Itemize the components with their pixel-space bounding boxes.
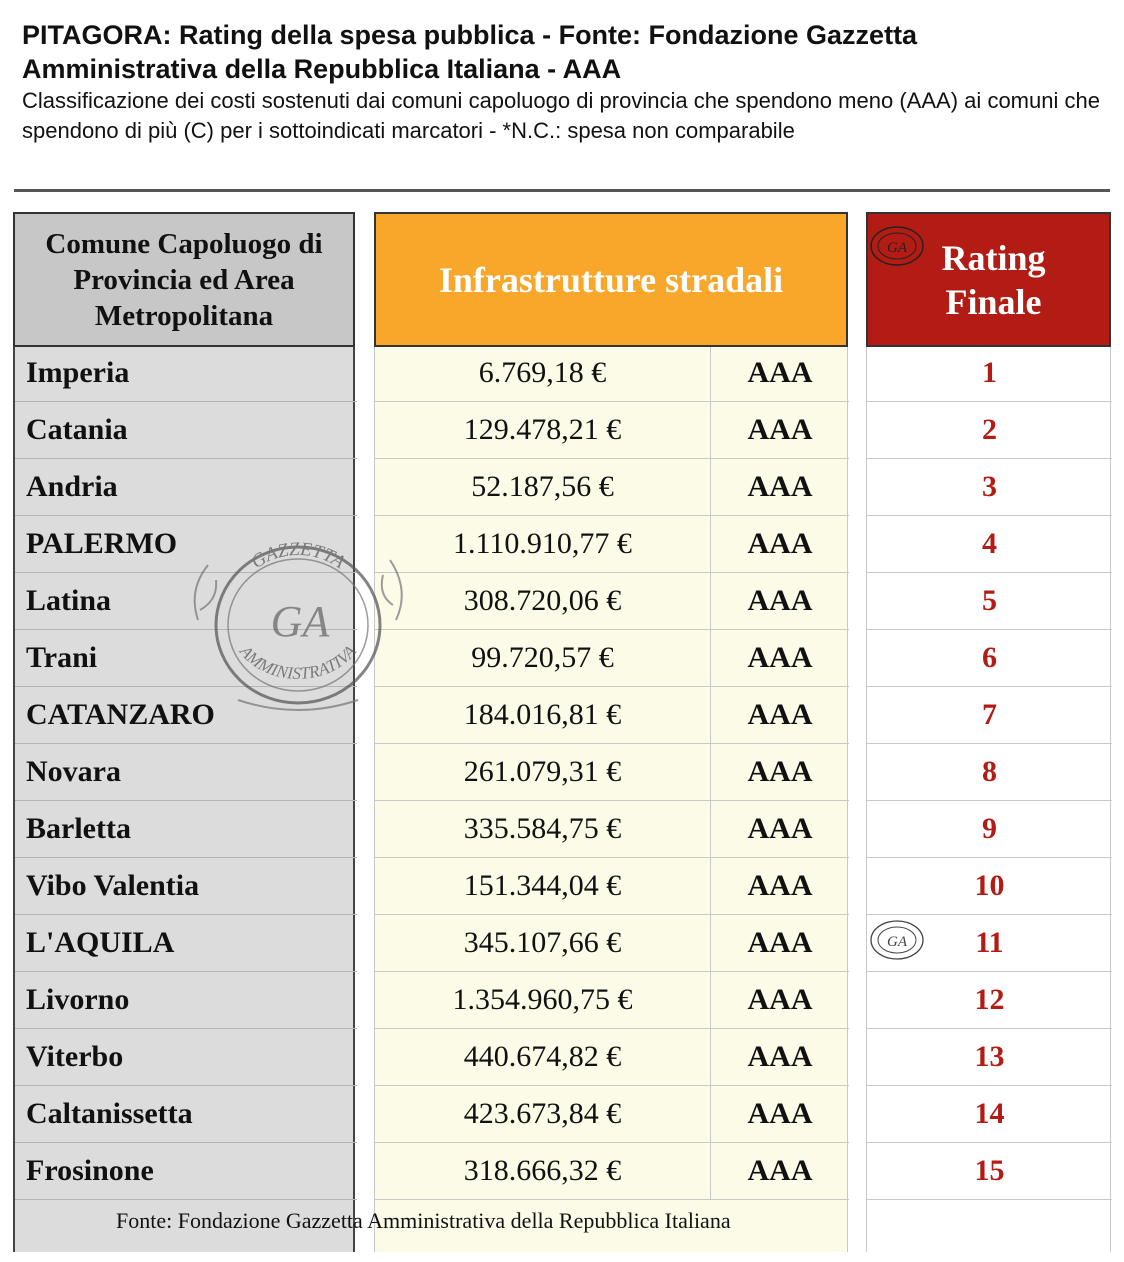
city-list [13,345,355,1252]
infra-list [374,345,848,1252]
infra-grade: AAA [710,1029,849,1085]
city-name: Catania [26,413,128,446]
final-rank: 14 [974,1097,1005,1130]
infra-amount: 335.584,75 € [463,812,622,845]
city-name: Trani [26,641,98,674]
city-name: CATANZARO [26,698,215,731]
final-rank: 13 [974,1040,1005,1073]
table-row [375,402,849,459]
city-name: Caltanissetta [26,1097,193,1130]
infra-amount: 6.769,18 € [478,356,607,389]
city-name: L'AQUILA [26,926,175,959]
final-rank: 15 [974,1154,1005,1187]
infra-grade: AAA [710,801,849,857]
table-row [375,972,849,1029]
small-seal-icon [868,224,926,268]
infra-grade: AAA [710,402,849,458]
final-rank: 10 [974,869,1005,902]
rating-header-label: Rating Finale [941,237,1046,322]
table-row [867,516,1112,573]
rating-panel [866,212,1111,1252]
table-row [15,972,357,1029]
final-rank: 11 [975,926,1004,959]
final-rank: 2 [982,413,997,446]
footer-source: Fonte: Fondazione Gazzetta Amministrativa della Repubblica Italiana [116,1208,731,1233]
rating-list [866,345,1111,1252]
final-rank: 3 [982,470,997,503]
table-row [867,972,1112,1029]
table-row [867,1029,1112,1086]
page-title: PITAGORA: Rating della spesa pubblica - Fonte: Fondazione Gazzetta Amministrativa della Repubblica Italiana - AAA [22,20,918,84]
table-row [375,459,849,516]
table-row [15,459,357,516]
final-rank: 1 [982,356,997,389]
final-rank: 5 [982,584,997,617]
table-row [867,858,1112,915]
table-row [375,801,849,858]
infra-amount: 308.720,06 € [463,584,622,617]
table-row [15,744,357,801]
table-row [15,402,357,459]
infra-amount: 318.666,32 € [463,1154,622,1187]
page-header [22,18,1100,146]
infra-amount: 1.110.910,77 € [453,527,632,560]
table-row [867,744,1112,801]
table-row [867,630,1112,687]
table-row [375,687,849,744]
infra-grade: AAA [710,687,849,743]
table-row [867,801,1112,858]
table-row [375,345,849,402]
table-row [375,1143,849,1200]
infra-amount: 345.107,66 € [463,926,622,959]
infra-amount: 261.079,31 € [463,755,622,788]
table-row [15,345,357,402]
seal-top-text: GAZZETTA [247,538,349,574]
final-rank: 9 [982,812,997,845]
seal-bottom-text: AMMINISTRATIVA [236,641,360,683]
table-row [15,1029,357,1086]
infra-amount: 52.187,56 € [471,470,614,503]
infra-amount: 1.354.960,75 € [452,983,633,1016]
infra-amount: 423.673,84 € [463,1097,622,1130]
infra-grade: AAA [710,744,849,800]
infra-grade: AAA [710,972,849,1028]
infra-amount: 129.478,21 € [463,413,622,446]
table-row [375,630,849,687]
table-row [375,516,849,573]
infra-panel [374,212,848,1252]
infra-column-header: Infrastrutture stradali [374,212,848,347]
city-panel [13,212,355,1252]
table-row [867,459,1112,516]
city-name: Novara [26,755,121,788]
final-rank: 8 [982,755,997,788]
city-name: Viterbo [26,1040,124,1073]
infra-grade: AAA [710,459,849,515]
table-row [15,1086,357,1143]
final-rank: 6 [982,641,997,674]
seal-monogram: GA [270,597,330,646]
table-row [375,573,849,630]
infra-amount: 184.016,81 € [463,698,622,731]
small-seal-monogram-row: GA [887,934,907,950]
infra-amount: 99.720,57 € [471,641,614,674]
final-rank: 4 [982,527,997,560]
infra-grade: AAA [710,516,849,572]
table-row [867,573,1112,630]
table-row [15,801,357,858]
small-seal-monogram: GA [887,240,907,256]
table-row [15,1143,357,1200]
city-column-header: Comune Capoluogo di Provincia ed Area Metropolitana [13,212,355,347]
infra-grade: AAA [710,630,849,686]
infra-grade: AAA [710,858,849,914]
city-name: Barletta [26,812,131,845]
final-rank: 12 [974,983,1005,1016]
table-row [375,915,849,972]
table-row [867,402,1112,459]
table-row [867,1143,1112,1200]
city-name: Imperia [26,356,130,389]
table-row [15,858,357,915]
table-row [867,687,1112,744]
city-name: Livorno [26,983,130,1016]
infra-amount: 151.344,04 € [463,869,622,902]
table-row [375,744,849,801]
infra-grade: AAA [710,573,849,629]
city-name: Latina [26,584,112,617]
city-name: Vibo Valentia [26,869,200,902]
small-seal-icon-row [868,918,926,962]
table-row [867,1086,1112,1143]
table-row [375,1086,849,1143]
table-row [867,345,1112,402]
final-rank: 7 [982,698,997,731]
table-row [15,915,357,972]
infra-grade: AAA [710,915,849,971]
city-name: PALERMO [26,527,178,560]
infra-grade: AAA [710,1086,849,1142]
city-name: Andria [26,470,118,503]
infra-grade: AAA [710,345,849,401]
header-divider [14,189,1110,192]
table-row [375,1029,849,1086]
infra-amount: 440.674,82 € [463,1040,622,1073]
page-subtitle: Classificazione dei costi sostenuti dai comuni capoluogo di provincia che spendono meno (AAA) ai comuni che spendono di più (C) per i sottoindicati marcatori - *N.C.: spesa non comparabile [22,88,1100,143]
city-name: Frosinone [26,1154,154,1187]
gazzetta-seal-watermark [178,520,418,720]
table-row [375,858,849,915]
infra-grade: AAA [710,1143,849,1199]
